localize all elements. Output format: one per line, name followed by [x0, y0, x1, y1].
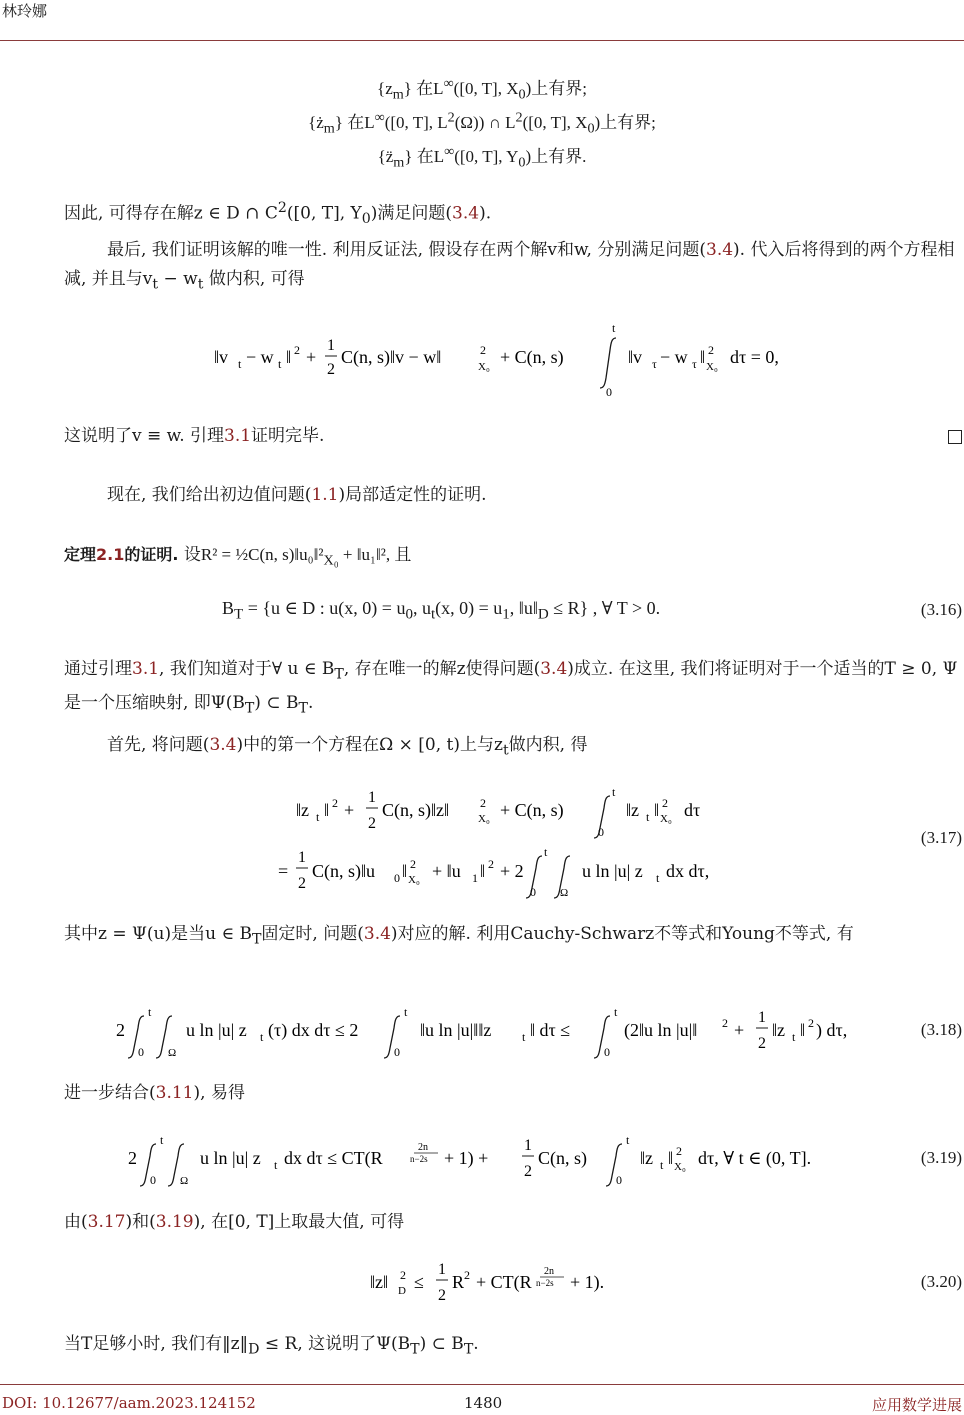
paragraph-cauchy-young: 其中z = Ψ(u)是当u ∈ $B_T$固定时, 问题(3.4)对应的解. 利用Cauchy-Schwarz不等式和Young不等式, 有: [64, 924, 854, 948]
svg-text:t: t: [404, 1005, 408, 1019]
equation-3-16: $B_T = \{u$ ∈ D : u(x, $0) = u_0$, $u_t(x$, $0) = u_1$, $‖u‖_D \le R$} , ∀ T > 0.: [222, 598, 661, 623]
svg-text:1: 1: [472, 871, 478, 885]
svg-text:‖: ‖: [286, 347, 292, 367]
ref-link[interactable]: 3.4: [363, 924, 391, 944]
bound-line-2: $\{ż_m\}$ 在L∞([0, T], $L^2(\Omega)$) ∩ $L^2([0$, T], $X_0$)上有界;: [308, 109, 656, 137]
svg-text:‖: ‖: [402, 861, 408, 881]
ref-link[interactable]: 3.4: [209, 735, 237, 755]
svg-text:0: 0: [604, 1045, 610, 1059]
svg-text:R: R: [452, 1272, 465, 1292]
svg-text:+ C(n, s): + C(n, s): [500, 800, 564, 820]
svg-text:C(n, s)‖v − w‖: C(n, s)‖v − w‖: [341, 347, 442, 367]
footer-doi-link[interactable]: DOI: 10.12677/aam.2023.124152: [2, 1394, 256, 1412]
svg-text:0: 0: [394, 871, 400, 885]
equation-number-3-16: (3.16): [920, 600, 962, 619]
svg-text:t: t: [544, 845, 548, 859]
svg-text:‖z: ‖z: [296, 800, 310, 820]
ref-link[interactable]: 1.1: [311, 485, 339, 505]
svg-text:+ 2: + 2: [500, 861, 524, 881]
svg-text:‖: ‖: [700, 347, 706, 367]
equation-number-3-19: (3.19): [920, 1148, 962, 1167]
svg-text:t: t: [316, 810, 320, 824]
svg-text:X₀: X₀: [478, 361, 490, 373]
footer-journal-link[interactable]: 应用数学进展: [871, 1396, 962, 1414]
svg-text:t: t: [646, 810, 650, 824]
svg-text:X₀: X₀: [478, 813, 490, 825]
paragraph-contraction: 通过引理3.1, 我们知道对于∀ u ∈ $B_T$, 存在唯一的解z使得问题(3.4)成立. 在这里, 我们将证明对于一个适当的T ≥ 0, Ψ 是一个压缩映射, 即$\Psi(B_T)$ ⊂ $B_T$.: [64, 659, 958, 717]
svg-text:‖: ‖: [668, 1148, 674, 1168]
svg-text:2: 2: [368, 815, 376, 832]
svg-text:0: 0: [394, 1045, 400, 1059]
svg-text:2: 2: [488, 857, 494, 871]
equation-uniqueness: [200, 318, 840, 400]
svg-text:X₀: X₀: [408, 874, 420, 886]
footer-rule: [0, 1384, 964, 1385]
svg-text:0: 0: [616, 1173, 622, 1187]
svg-text:‖: ‖: [324, 800, 330, 820]
paragraph-maximum: 由(3.17)和(3.19), 在[0, T]上取最大值, 可得: [64, 1212, 405, 1232]
svg-text:u ln |u| z: u ln |u| z: [186, 1020, 247, 1040]
svg-text:2: 2: [327, 361, 335, 378]
equation-3-19: [122, 1126, 862, 1190]
svg-text:2: 2: [116, 1020, 125, 1040]
svg-text:+ ‖u: + ‖u: [432, 861, 461, 881]
ref-link[interactable]: 3.4: [452, 203, 480, 224]
ref-link[interactable]: 3.4: [540, 659, 568, 679]
svg-text:1: 1: [438, 1261, 446, 1278]
svg-text:t: t: [656, 871, 660, 885]
svg-text:Ω: Ω: [168, 1047, 177, 1059]
equation-3-20: [364, 1254, 684, 1314]
svg-text:‖z: ‖z: [772, 1020, 786, 1040]
paragraph-conclusion: 当T足够小时, 我们有$‖z‖_D \le R$, 这说明了$\Psi(B_T)$ ⊂ $B_T$.: [64, 1334, 479, 1358]
svg-text:D: D: [398, 1285, 406, 1297]
svg-text:‖v: ‖v: [628, 347, 643, 367]
svg-text:2: 2: [524, 1163, 532, 1180]
svg-text:Ω: Ω: [560, 887, 569, 899]
svg-text:− w: − w: [246, 347, 274, 367]
qed-square-icon: [948, 430, 962, 444]
svg-text:) dτ,: ) dτ,: [816, 1020, 848, 1040]
svg-text:+ 1) +: + 1) +: [444, 1148, 489, 1168]
svg-text:dτ: dτ: [684, 800, 701, 820]
svg-text:t: t: [274, 1158, 278, 1172]
svg-text:u ln |u| z: u ln |u| z: [200, 1148, 261, 1168]
svg-text:n−2s: n−2s: [536, 1278, 554, 1288]
svg-text:2: 2: [438, 1287, 446, 1304]
svg-text:2: 2: [294, 343, 300, 357]
ref-link[interactable]: 2.1: [96, 545, 125, 564]
svg-text:1: 1: [524, 1137, 532, 1154]
paragraph-inner-product: 首先, 将问题(3.4)中的第一个方程在Ω × [0, t)上与$z_t$做内积, 得: [107, 735, 588, 759]
svg-text:t: t: [522, 1030, 526, 1044]
svg-text:2: 2: [400, 1268, 406, 1282]
svg-text:2: 2: [410, 857, 416, 871]
paragraph-local-wellposed: 现在, 我们给出初边值问题(1.1)局部适定性的证明.: [107, 485, 487, 505]
svg-text:‖: ‖: [800, 1020, 806, 1040]
ref-link[interactable]: 3.17: [87, 1212, 126, 1232]
svg-text:2: 2: [722, 1016, 728, 1030]
svg-text:X₀: X₀: [706, 361, 718, 373]
svg-text:‖u ln |u|‖‖z: ‖u ln |u|‖‖z: [420, 1020, 492, 1040]
svg-text:0: 0: [606, 385, 612, 399]
svg-text:+: +: [306, 347, 317, 367]
ref-link[interactable]: 3.4: [706, 240, 734, 260]
paragraph-existence: 因此, 可得存在解z ∈ D ∩ $C^2([0$, T], $Y_0$)满足问题(3.4).: [64, 200, 492, 228]
svg-text:t: t: [238, 357, 242, 371]
svg-text:‖v: ‖v: [214, 347, 229, 367]
svg-text:t: t: [614, 1005, 618, 1019]
svg-text:2: 2: [298, 875, 306, 892]
svg-text:≤: ≤: [414, 1272, 424, 1292]
svg-text:0: 0: [598, 825, 604, 839]
svg-text:‖: ‖: [654, 800, 660, 820]
svg-text:+ 1).: + 1).: [570, 1272, 605, 1292]
svg-text:X₀: X₀: [674, 1161, 686, 1173]
svg-text:n−2s: n−2s: [410, 1154, 428, 1164]
svg-text:Ω: Ω: [180, 1175, 189, 1187]
svg-text:dτ = 0,: dτ = 0,: [730, 347, 779, 367]
footer-page-number: 1480: [464, 1394, 503, 1412]
equation-3-18: [110, 1000, 880, 1064]
svg-text:− w: − w: [660, 347, 688, 367]
svg-text:‖z: ‖z: [640, 1148, 654, 1168]
svg-text:2: 2: [480, 796, 486, 810]
svg-text:t: t: [278, 357, 282, 371]
svg-text:t: t: [612, 321, 616, 335]
svg-text:2: 2: [708, 343, 714, 357]
svg-text:t: t: [160, 1133, 164, 1147]
ref-link[interactable]: 3.11: [155, 1083, 194, 1103]
svg-text:2: 2: [662, 796, 668, 810]
svg-text:2: 2: [480, 343, 486, 357]
svg-text:t: t: [660, 1158, 664, 1172]
svg-text:t: t: [148, 1005, 152, 1019]
svg-text:t: t: [626, 1133, 630, 1147]
svg-text:+: +: [734, 1020, 745, 1040]
svg-text:+ CT(R: + CT(R: [476, 1272, 532, 1292]
svg-text:2: 2: [808, 1016, 814, 1030]
equation-3-17: [270, 782, 790, 902]
svg-text:(2‖u ln |u|‖: (2‖u ln |u|‖: [624, 1020, 698, 1040]
svg-text:dx dτ ≤ CT(R: dx dτ ≤ CT(R: [284, 1148, 383, 1168]
svg-text:2n: 2n: [544, 1266, 554, 1277]
svg-text:t: t: [612, 785, 616, 799]
header-rule: [0, 40, 964, 41]
theorem-proof-heading: 定理2.1的证明. 设R² = ½C(n, $s)‖u_0‖^2_{X_0}$ + ‖u₁‖², 且: [64, 545, 412, 569]
svg-text:dx dτ,: dx dτ,: [666, 861, 710, 881]
svg-text:τ: τ: [652, 357, 657, 371]
svg-text:2: 2: [332, 796, 338, 810]
ref-link[interactable]: 3.1: [224, 426, 252, 446]
svg-text:2n: 2n: [418, 1142, 428, 1153]
svg-text:‖z‖: ‖z‖: [370, 1272, 389, 1292]
svg-text:1: 1: [368, 789, 376, 806]
svg-text:τ: τ: [692, 357, 697, 371]
svg-text:2: 2: [464, 1268, 470, 1282]
svg-text:0: 0: [530, 885, 536, 899]
svg-text:t: t: [260, 1030, 264, 1044]
svg-text:+: +: [344, 800, 355, 820]
svg-text:‖ dτ ≤: ‖ dτ ≤: [530, 1020, 571, 1040]
equation-number-3-20: (3.20): [920, 1272, 962, 1291]
svg-text:1: 1: [758, 1009, 766, 1026]
svg-text:+ C(n, s): + C(n, s): [500, 347, 564, 367]
svg-text:1: 1: [327, 337, 335, 354]
svg-text:2: 2: [676, 1144, 682, 1158]
paragraph-lemma-end: 这说明了v ≡ w. 引理3.1证明完毕.: [64, 426, 325, 446]
svg-text:C(n, s)‖z‖: C(n, s)‖z‖: [382, 800, 450, 820]
svg-text:C(n, s)‖u: C(n, s)‖u: [312, 861, 376, 881]
ref-link[interactable]: 3.1: [132, 659, 160, 679]
svg-text:X₀: X₀: [660, 813, 672, 825]
paragraph-combine: 进一步结合(3.11), 易得: [64, 1083, 245, 1103]
svg-text:C(n, s): C(n, s): [538, 1148, 587, 1168]
running-header-author: 林玲娜: [2, 2, 48, 20]
svg-text:u ln |u| z: u ln |u| z: [582, 861, 643, 881]
ref-link[interactable]: 3.19: [155, 1212, 194, 1232]
bound-line-3: $\{z̈_m\}$ 在L∞([0, T], $Y_0$)上有界.: [377, 143, 587, 171]
svg-text:(τ) dx dτ ≤ 2: (τ) dx dτ ≤ 2: [268, 1020, 359, 1040]
bound-line-1: $\{z_m\}$ 在L∞([0, T], $X_0$)上有界;: [377, 75, 587, 103]
svg-text:2: 2: [758, 1035, 766, 1052]
svg-text:dτ, ∀ t ∈ (0, T].: dτ, ∀ t ∈ (0, T].: [698, 1148, 812, 1168]
svg-text:2: 2: [128, 1148, 137, 1168]
svg-text:0: 0: [138, 1045, 144, 1059]
equation-number-3-17: (3.17): [920, 828, 962, 847]
svg-text:1: 1: [298, 849, 306, 866]
svg-text:=: =: [278, 861, 289, 881]
equation-number-3-18: (3.18): [920, 1020, 962, 1039]
svg-text:‖z: ‖z: [626, 800, 640, 820]
paragraph-uniqueness: 最后, 我们证明该解的唯一性. 利用反证法, 假设存在两个解v和w, 分别满足问题(3.4). 代入后将得到的两个方程相减, 并且与$v_t - w_t$ 做内积, 可得: [64, 240, 955, 293]
svg-text:t: t: [792, 1030, 796, 1044]
svg-text:0: 0: [150, 1173, 156, 1187]
svg-text:‖: ‖: [480, 861, 486, 881]
